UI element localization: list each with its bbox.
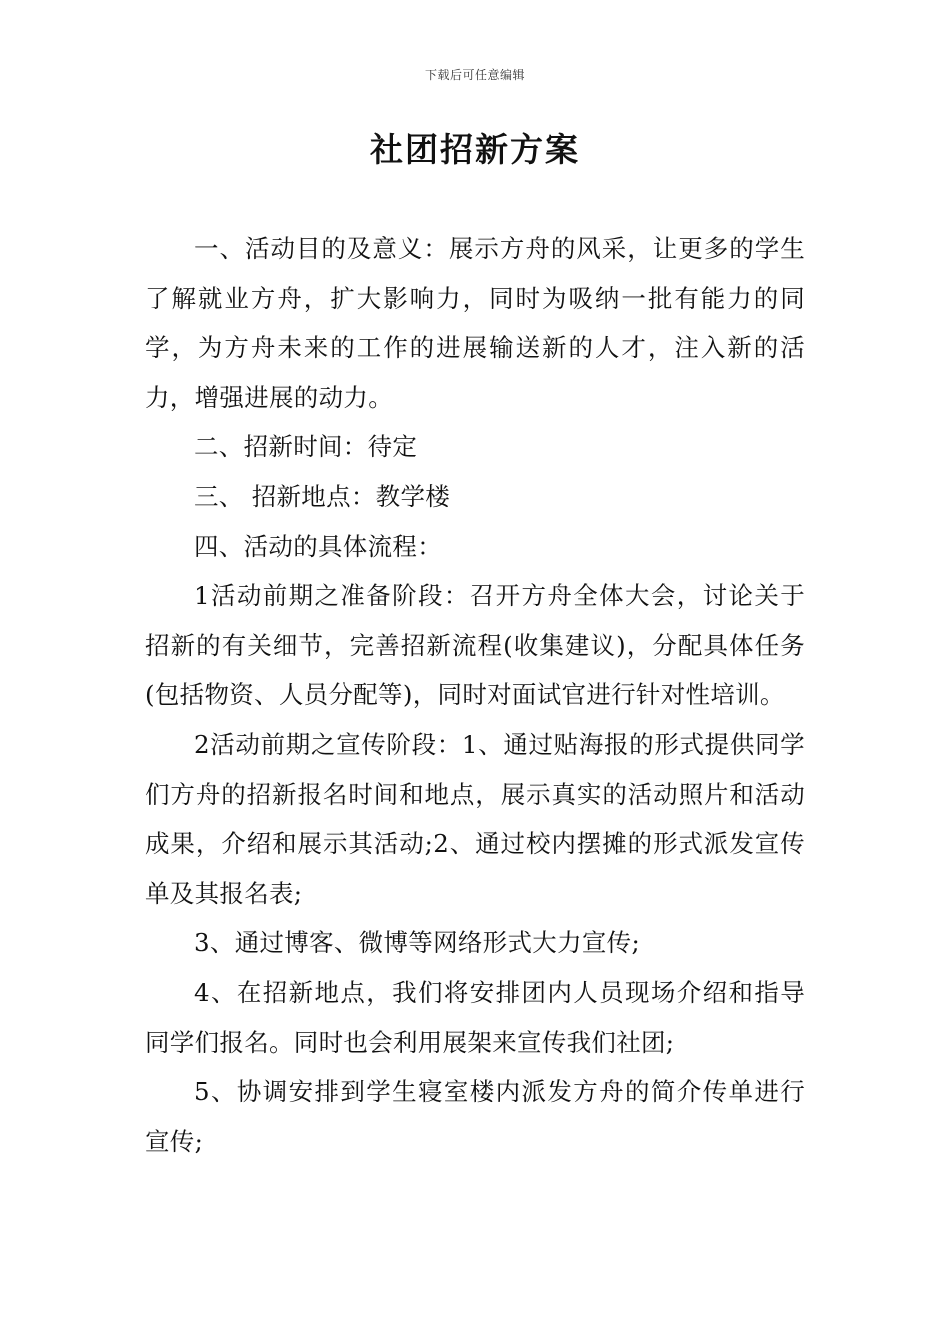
document-title: 社团招新方案 — [370, 130, 580, 169]
paragraph-preparation-stage: 1活动前期之准备阶段：召开方舟全体大会，讨论关于招新的有关细节，完善招新流程(收集建议)，分配具体任务(包括物资、人员分配等)，同时对面试官进行针对性培训。 — [145, 581, 805, 710]
document-body — [145, 224, 805, 1166]
header-note: 下载后可任意编辑 — [424, 68, 525, 82]
paragraph-dorm-flyers: 5、协调安排到学生寝室楼内派发方舟的简介传单进行宣传; — [145, 1077, 805, 1156]
paragraph-online-publicity: 3、通过博客、微博等网络形式大力宣传; — [194, 928, 641, 958]
paragraph-onsite-guidance: 4、在招新地点，我们将安排团内人员现场介绍和指导同学们报名。同时也会利用展架来宣传我们社团; — [145, 977, 805, 1057]
paragraph-purpose: 一、活动目的及意义：展示方舟的风采，让更多的学生了解就业方舟，扩大影响力，同时为吸纳一批有能力的同学，为方舟未来的工作的进展输送新的人才，注入新的活力，增强进展的动力。 — [145, 234, 805, 412]
paragraph-location: 三、 招新地点：教学楼 — [194, 481, 451, 511]
paragraph-publicity-stage: 2活动前期之宣传阶段：1、通过贴海报的形式提供同学们方舟的招新报名时间和地点，展示真实的活动照片和活动成果，介绍和展示其活动;2、通过校内摆摊的形式派发宣传单及其报名表; — [145, 729, 805, 908]
paragraph-process-heading: 四、活动的具体流程： — [194, 531, 442, 561]
paragraph-time: 二、招新时间：待定 — [194, 432, 418, 462]
